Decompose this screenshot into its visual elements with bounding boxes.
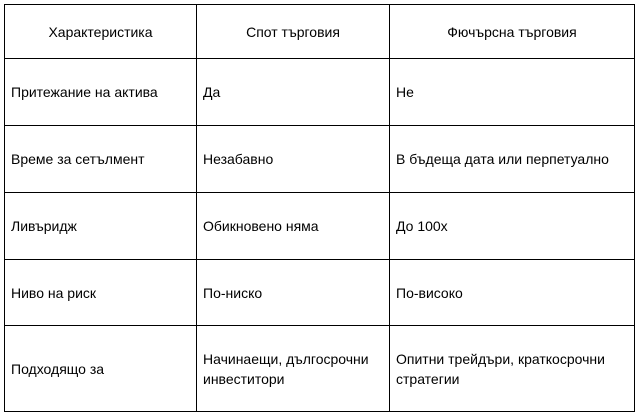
table-row bbox=[5, 326, 635, 412]
table-row bbox=[5, 59, 635, 126]
comparison-table bbox=[4, 4, 635, 412]
header-futures-trading: Фючърсна търговия bbox=[390, 5, 635, 59]
spot-value: Незабавно bbox=[197, 126, 390, 193]
futures-value: Опитни трейдъри, краткосрочни стратегии bbox=[390, 326, 635, 412]
spot-value: Обикновено няма bbox=[197, 193, 390, 260]
header-characteristic: Характеристика bbox=[5, 5, 197, 59]
table-row bbox=[5, 193, 635, 260]
table-row bbox=[5, 126, 635, 193]
table-header-row bbox=[5, 5, 635, 59]
row-label: Ливъридж bbox=[5, 193, 197, 260]
spot-value: Да bbox=[197, 59, 390, 126]
spot-value: По-ниско bbox=[197, 260, 390, 326]
futures-value: По-високо bbox=[390, 260, 635, 326]
futures-value: До 100x bbox=[390, 193, 635, 260]
futures-value: Не bbox=[390, 59, 635, 126]
row-label: Притежание на актива bbox=[5, 59, 197, 126]
spot-value: Начинаещи, дългосрочни инвеститори bbox=[197, 326, 390, 412]
row-label: Подходящо за bbox=[5, 326, 197, 412]
row-label: Ниво на риск bbox=[5, 260, 197, 326]
header-spot-trading: Спот търговия bbox=[197, 5, 390, 59]
table-row bbox=[5, 260, 635, 326]
row-label: Време за сетълмент bbox=[5, 126, 197, 193]
futures-value: В бъдеща дата или перпетуално bbox=[390, 126, 635, 193]
